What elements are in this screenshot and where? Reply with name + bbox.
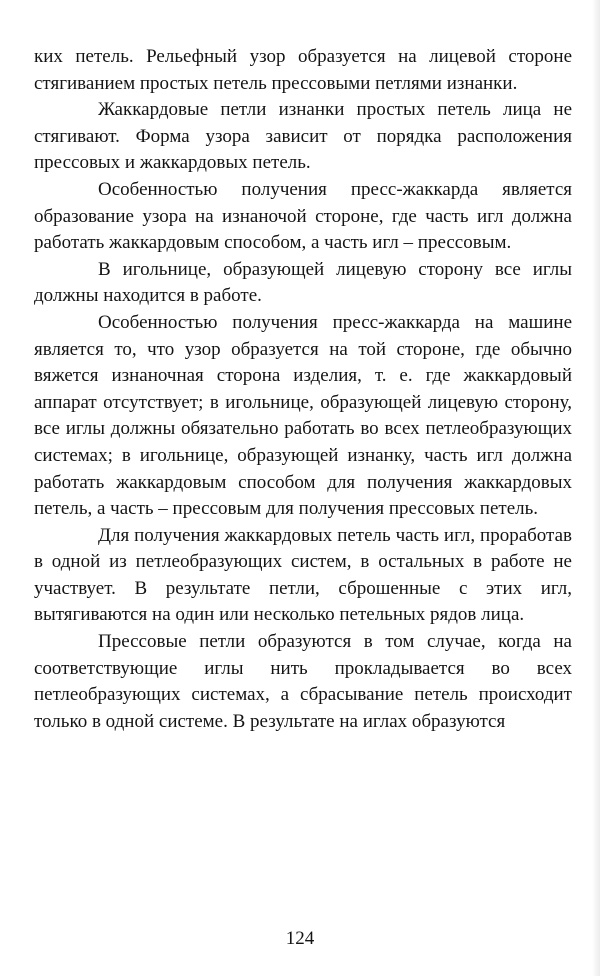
page-edge-shadow [592,0,600,976]
page-number: 124 [285,928,315,949]
paragraph-7: Прессовые петли образуются в том случае, когда на соответствующие иглы нить прокладывается во всех петлеобразующих системах, а сбрасывание петель происходит только в одной системе. В результате на иглах образуются [34,631,572,732]
paragraph-1: ких петель. Рельефный узор образуется на лицевой стороне стягиванием простых петель прессовыми петлями изнанки. [34,46,572,94]
paragraph-5: Особенностью получения пресс-жаккарда на машине является то, что узор образуется на той стороне, где обычно вяжется изнаночная сторона изделия, т. е. где жаккардовый аппарат отсутствует; в игольнице, образующей лицевую сторону, все иглы должны обязательно работать во всех петлеобразующих системах; в игольнице, образующей изнанку, часть игл должна работать жаккардовым способом для получения жаккардовых петель, а часть – прессовым для получения прессовых петель. [34,311,572,520]
paragraph-6: Для получения жаккардовых петель часть игл, проработав в одной из петлеобразующих систем, в остальных в работе не участвует. В результате петли, сброшенные с этих игл, вытягиваются на один или несколько петельных рядов лица. [34,524,572,626]
body-text [34,44,572,735]
paragraph-3: Особенностью получения пресс-жаккарда является образование узора на изнаночой стороне, где часть игл должна работать жаккардовым способом, а часть игл – прессовым. [34,178,572,254]
paragraph-2: Жаккардовые петли изнанки простых петель лица не стягивают. Форма узора зависит от порядка расположения прессовых и жаккардовых петель. [34,99,572,174]
paragraph-4: В игольнице, образующей лицевую сторону все иглы должны находится в работе. [34,258,572,307]
